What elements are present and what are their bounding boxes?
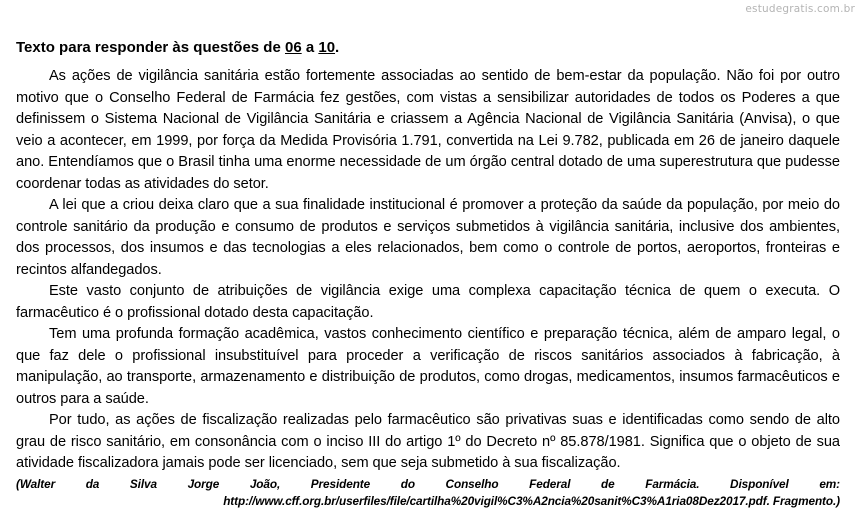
paragraph-3: Este vasto conjunto de atribuições de vigilância exige uma complexa capacitação técnica de quem o executa. O farmacêutico é o profissional dotado desta capacitação.	[16, 283, 840, 321]
heading-question-start: 06	[284, 39, 302, 56]
heading-question-end: 10	[318, 39, 336, 56]
heading-connector: a	[301, 39, 319, 56]
paragraph-2: A lei que a criou deixa claro que a sua finalidade institucional é promover a proteção da saúde da população, por meio do controle sanitário da produção e consumo de produtos e serviços submetidos à vigilância sanitária, inclusive dos ambientes, dos processos, dos insumos e das tecnologias a eles relacionados, bem como o controle de portos, aeroportos, fronteiras e recintos alfandegados.	[16, 197, 840, 278]
paragraph-4: Tem uma profunda formação acadêmica, vastos conhecimento científico e preparação técnica, além de amparo legal, o que faz dele o profissional insubstituível para proceder a verificação de riscos sanitários associados à fabricação, à manipulação, ao transporte, armazenamento e distribuição de produtos, como drogas, medicamentos, insumos farmacêuticos e outros para a saúde.	[16, 326, 840, 407]
paragraph-1: As ações de vigilância sanitária estão fortemente associadas ao sentido de bem-estar da população. Não foi por outro motivo que o Conselho Federal de Farmácia fez gestões, com vistas a sensibilizar autoridades de todos os Poderes a que definissem o Sistema Nacional de Vigilância Sanitária e criassem a Agência Nacional de Vigilância Sanitária (Anvisa), o que veio a acontecer, em 1999, por força da Medida Provisória 1.791, convertida na Lei 9.782, publicada em 26 de janeiro daquele ano. Entendíamos que o Brasil tinha uma enorme necessidade de um órgão central dotado de uma superestrutura que pudesse coordenar todas as atividades do setor.	[16, 68, 840, 192]
watermark: estudegratis.com.br	[745, 3, 855, 15]
heading-prefix: Texto para responder às questões de	[16, 39, 285, 56]
document	[16, 39, 840, 510]
paragraph-5: Por tudo, as ações de fiscalização realizadas pelo farmacêutico são privativas suas e identificadas como sendo de alto grau de risco sanitário, em consonância com o inciso III do artigo 1º do Decreto nº 85.878/1981. Significa que o objeto de sua atividade fiscalizadora jamais pode ser licenciado, sem que seja submetido à sua fiscalização.	[16, 412, 840, 471]
section-heading	[16, 39, 840, 56]
source-citation: (Walter da Silva Jorge João, Presidente do Conselho Federal de Farmácia. Disponível em: http://www.cff.org.br/userfiles/file/cartilha%20vigil%C3%A2ncia%20sanit%C3%A1ria08Dez2017.pdf. Fragmento.)	[16, 476, 840, 508]
heading-suffix: .	[335, 39, 340, 56]
